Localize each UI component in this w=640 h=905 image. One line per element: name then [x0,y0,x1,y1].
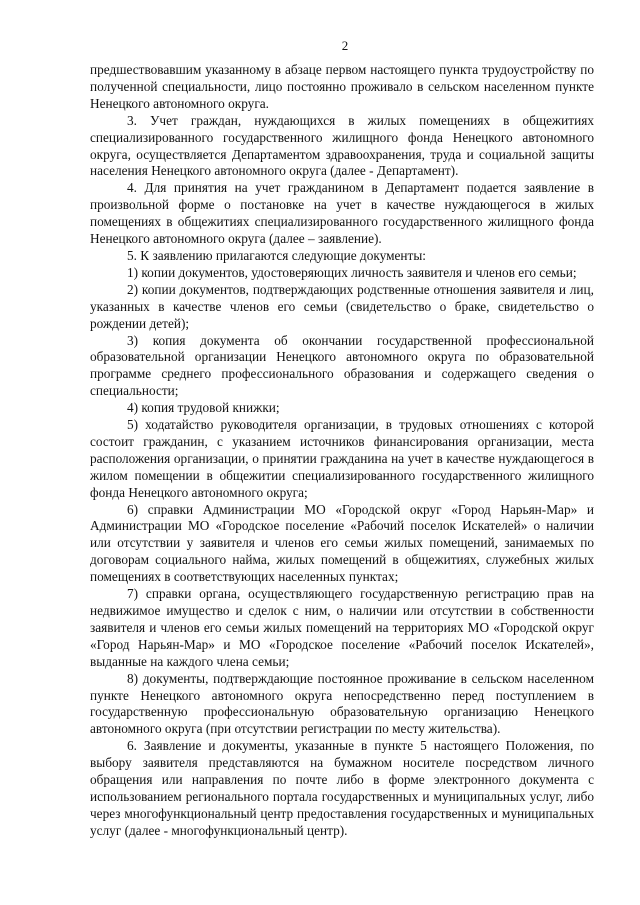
paragraph-item-5: 5. К заявлению прилагаются следующие документы: [127,247,426,263]
paragraph-subitem-4: 4) копия трудовой книжки; [127,400,280,416]
paragraph-subitem-7: 7) справки органа, осуществляющего государственную регистрацию прав на недвижимое имущество и сделок с ним, о наличии или отсутствии в собственности заявителя и членов его семьи жилых помещений на территориях МО «Городской округ «Город Нарьян-Мар» и МО «Городское поселение «Рабочий поселок Искателей», выданные на каждого члена семьи; [90,586,594,669]
paragraph-subitem-2: 2) копии документов, подтверждающих родственные отношения заявителя и лиц, указанных в качестве членов его семьи (свидетельство о браке, свидетельство о рождении детей); [90,281,594,331]
paragraph-item-4: 4. Для принятия на учет гражданином в Департамент подается заявление в произвольной форме о постановке на учет в качестве нуждающегося в жилых помещениях в общежитиях специализированного государственного жилищного фонда Ненецкого автономного округа (далее – заявление). [90,180,594,247]
paragraph-subitem-5: 5) ходатайство руководителя организации, в трудовых отношениях с которой состоит гражданин, с указанием источников финансирования организации, места расположения организации, о принятии гражданина на учет в качестве нуждающегося в жилом помещении в общежитии специализированного государственного жилищного фонда Ненецкого автономного округа; [90,417,594,500]
paragraph-subitem-6: 6) справки Администрации МО «Городской округ «Город Нарьян-Мар» и Администрации МО «Городское поселение «Рабочий поселок Искателей» о наличии или отсутствии у заявителя и членов его семьи жилых помещений, занимаемых по договорам социального найма, жилых помещений в общежитиях, служебных жилых помещениях в соответствующих населенных пунктах; [90,501,594,585]
paragraph-item-6: 6. Заявление и документы, указанные в пункте 5 настоящего Положения, по выбору заявителя представляются на бумажном носителе посредством личного обращения или направления по почте либо в форме электронного документа с использованием регионального портала государственных и муниципальных услуг, либо через многофункциональный центр предоставления государственных и муниципальных услуг (далее - многофункциональный центр). [90,738,594,838]
paragraph-continuation: предшествовавшим указанному в абзаце первом настоящего пункта трудоустройству по полученной специальности, лицо постоянно проживало в сельском населенном пункте Ненецкого автономного округа. [90,62,594,111]
paragraph-subitem-8: 8) документы, подтверждающие постоянное проживание в сельском населенном пункте Ненецкого автономного округа непосредственно перед поступлением в государственную профессиональную образовательную организацию Ненецкого автономного округа (при отсутствии регистрации по месту жительства). [90,670,594,737]
paragraph-item-3: 3. Учет граждан, нуждающихся в жилых помещениях в общежитиях специализированного государственного жилищного фонда Ненецкого автономного округа, осуществляется Департаментом здравоохранения, труда и социальной защиты населения Ненецкого автономного округа (далее - Департамент). [90,112,594,179]
paragraph-subitem-3: 3) копия документа об окончании государственной профессиональной образовательной организации Ненецкого автономного округа по образовательной программе среднего профессионального образования и содержащего сведения о специальности; [90,332,594,399]
page-number: 2 [341,38,349,53]
paragraph-subitem-1: 1) копии документов, удостоверяющих личность заявителя и членов его семьи; [127,264,577,280]
